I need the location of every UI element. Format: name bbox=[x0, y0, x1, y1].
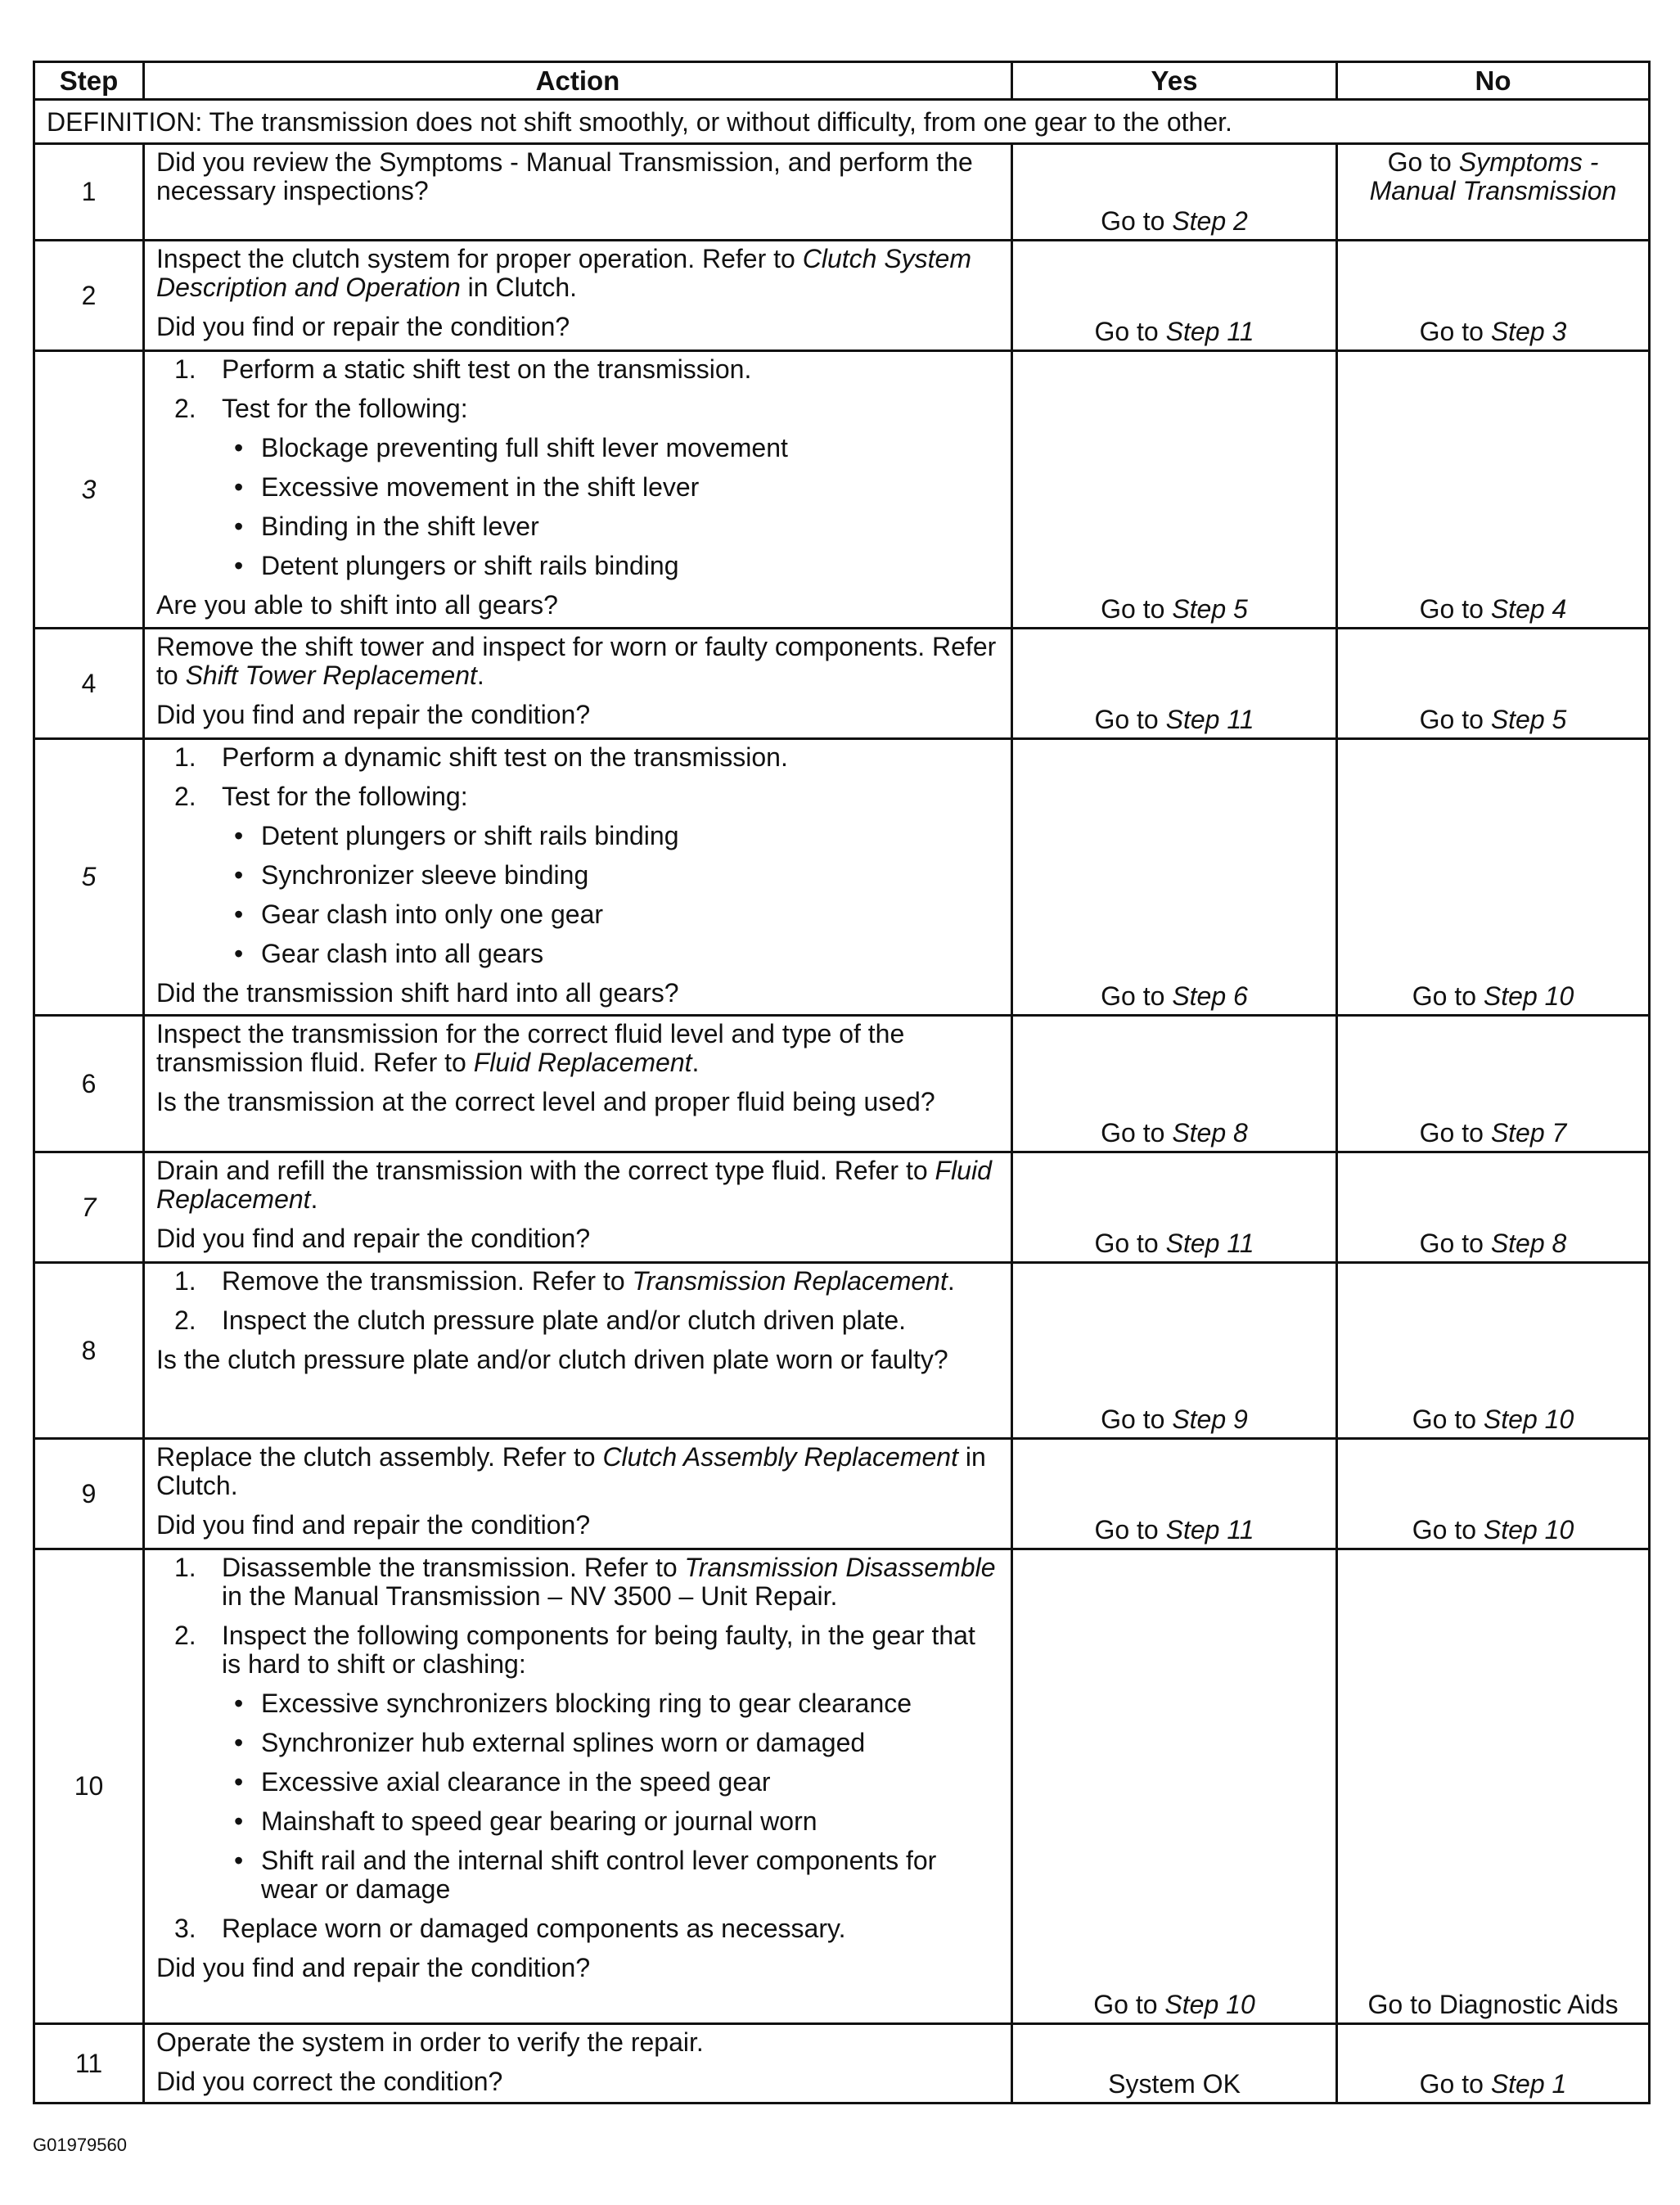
no-link[interactable]: Step 10 bbox=[1483, 1515, 1574, 1544]
step-number: 5 bbox=[34, 739, 144, 1016]
step-number: 11 bbox=[34, 2024, 144, 2104]
item-link[interactable]: Transmission Disassemble bbox=[684, 1553, 996, 1582]
bullet-text: Binding in the shift lever bbox=[261, 512, 539, 541]
no-link[interactable]: Step 4 bbox=[1490, 594, 1567, 624]
bullet-text: Synchronizer hub external splines worn or damaged bbox=[261, 1728, 866, 1757]
definition-row bbox=[34, 100, 1650, 144]
action-question: Did you find and repair the condition? bbox=[156, 1224, 591, 1253]
yes-link[interactable]: Step 11 bbox=[1165, 1515, 1254, 1544]
item-text: Test for the following: bbox=[222, 394, 468, 423]
yes-cell bbox=[1012, 351, 1337, 629]
no-cell bbox=[1337, 1016, 1650, 1152]
item-text-post: . bbox=[947, 1266, 955, 1296]
action-link[interactable]: Clutch System Description and Operation bbox=[156, 244, 971, 302]
diagnostic-table bbox=[33, 61, 1651, 2104]
yes-cell bbox=[1012, 1263, 1337, 1439]
no-cell bbox=[1337, 1263, 1650, 1439]
numbered-item bbox=[156, 1914, 999, 1943]
item-number: 1. bbox=[174, 354, 196, 384]
action-question: Did you find and repair the condition? bbox=[156, 1510, 591, 1540]
yes-pre: Go to bbox=[1094, 317, 1166, 346]
action-text bbox=[156, 1443, 999, 1500]
item-text: Perform a dynamic shift test on the transmission. bbox=[222, 742, 788, 772]
yes-link[interactable]: Step 5 bbox=[1172, 594, 1248, 624]
bullet-item bbox=[156, 1807, 999, 1836]
numbered-item bbox=[156, 1306, 999, 1335]
action-text-post: in Clutch. bbox=[460, 273, 578, 302]
step-number: 2 bbox=[34, 241, 144, 351]
bullet-item bbox=[156, 822, 999, 850]
action-cell bbox=[144, 1016, 1012, 1152]
item-number: 2. bbox=[174, 394, 196, 423]
action-cell bbox=[144, 351, 1012, 629]
yes-pre: Go to bbox=[1094, 1515, 1166, 1544]
action-link[interactable]: Fluid Replacement bbox=[473, 1048, 692, 1077]
action-text: Operate the system in order to verify the repair. bbox=[156, 2027, 704, 2057]
yes-pre: Go to bbox=[1101, 594, 1173, 624]
item-number: 1. bbox=[174, 742, 196, 772]
action-cell bbox=[144, 1549, 1012, 2024]
bullet-icon: • bbox=[234, 472, 244, 502]
no-cell bbox=[1337, 2024, 1650, 2104]
no-cell bbox=[1337, 1152, 1650, 1263]
yes-cell bbox=[1012, 1549, 1337, 2024]
no-link[interactable]: Symptoms - Manual Transmission bbox=[1369, 147, 1617, 205]
bullet-text: Excessive movement in the shift lever bbox=[261, 472, 700, 502]
bullet-item bbox=[156, 1729, 999, 1757]
yes-pre: Go to bbox=[1094, 1229, 1166, 1258]
header-yes: Yes bbox=[1012, 62, 1337, 100]
bullet-item bbox=[156, 900, 999, 929]
action-question: Did you correct the condition? bbox=[156, 2067, 503, 2096]
yes-link[interactable]: Step 9 bbox=[1172, 1405, 1248, 1434]
yes-cell bbox=[1012, 144, 1337, 241]
yes-cell bbox=[1012, 739, 1337, 1016]
yes-pre: Go to bbox=[1101, 981, 1173, 1011]
step-number: 3 bbox=[34, 351, 144, 629]
bullet-text: Blockage preventing full shift lever movement bbox=[261, 433, 788, 462]
action-link[interactable]: Clutch Assembly Replacement bbox=[602, 1442, 958, 1472]
table-row bbox=[34, 241, 1650, 351]
numbered-item bbox=[156, 355, 999, 384]
table-row bbox=[34, 1439, 1650, 1549]
action-cell bbox=[144, 1263, 1012, 1439]
bullet-item bbox=[156, 512, 999, 541]
yes-pre: Go to bbox=[1101, 1405, 1173, 1434]
bullet-text: Gear clash into only one gear bbox=[261, 900, 604, 929]
no-pre: Go to bbox=[1419, 594, 1491, 624]
step-number: 7 bbox=[34, 1152, 144, 1263]
yes-cell bbox=[1012, 1439, 1337, 1549]
bullet-item bbox=[156, 1689, 999, 1718]
item-number: 1. bbox=[174, 1553, 196, 1582]
item-number: 1. bbox=[174, 1266, 196, 1296]
bullet-text: Mainshaft to speed gear bearing or journal worn bbox=[261, 1806, 817, 1836]
item-text-post: in the Manual Transmission – NV 3500 – Unit Repair. bbox=[222, 1581, 838, 1611]
no-pre: Go to bbox=[1387, 147, 1459, 177]
item-number: 2. bbox=[174, 782, 196, 811]
yes-pre: Go to bbox=[1093, 1990, 1165, 2019]
table-row bbox=[34, 2024, 1650, 2104]
header-step: Step bbox=[34, 62, 144, 100]
yes-cell bbox=[1012, 629, 1337, 739]
yes-pre: Go to bbox=[1101, 1118, 1173, 1148]
no-link[interactable]: Step 8 bbox=[1490, 1229, 1567, 1258]
yes-link[interactable]: Step 2 bbox=[1172, 206, 1248, 236]
bullet-text: Detent plungers or shift rails binding bbox=[261, 551, 679, 580]
step-number: 6 bbox=[34, 1016, 144, 1152]
item-text: Inspect the following components for being faulty, in the gear that is hard to shift or clashing: bbox=[222, 1621, 975, 1679]
no-cell bbox=[1337, 144, 1650, 241]
no-pre: Go to bbox=[1419, 317, 1491, 346]
table-row bbox=[34, 351, 1650, 629]
yes-link[interactable]: Step 10 bbox=[1164, 1990, 1255, 2019]
item-text: Test for the following: bbox=[222, 782, 468, 811]
action-text: Did you review the Symptoms - Manual Transmission, and perform the necessary inspections? bbox=[156, 147, 973, 205]
yes-cell bbox=[1012, 1152, 1337, 1263]
no-pre: Go to bbox=[1412, 1515, 1484, 1544]
no-pre: Go to bbox=[1419, 2069, 1491, 2099]
numbered-item bbox=[156, 782, 999, 811]
yes-pre: Go to bbox=[1101, 206, 1173, 236]
action-cell bbox=[144, 1152, 1012, 1263]
bullet-item bbox=[156, 1847, 999, 1904]
action-text-post: . bbox=[691, 1048, 700, 1077]
step-number: 9 bbox=[34, 1439, 144, 1549]
yes-link[interactable]: Step 11 bbox=[1165, 705, 1254, 734]
no-pre: Go to bbox=[1412, 1405, 1484, 1434]
action-cell bbox=[144, 241, 1012, 351]
item-text: Inspect the clutch pressure plate and/or clutch driven plate. bbox=[222, 1305, 907, 1335]
item-text: Perform a static shift test on the transmission. bbox=[222, 354, 752, 384]
no-link[interactable]: Go to Diagnostic Aids bbox=[1367, 1990, 1619, 2019]
item-text: Replace worn or damaged components as necessary. bbox=[222, 1914, 846, 1943]
bullet-icon: • bbox=[234, 1806, 244, 1836]
numbered-item bbox=[156, 743, 999, 772]
yes-link[interactable]: Step 11 bbox=[1165, 317, 1254, 346]
action-question: Are you able to shift into all gears? bbox=[156, 590, 558, 620]
bullet-icon: • bbox=[234, 433, 244, 462]
item-number: 3. bbox=[174, 1914, 196, 1943]
action-text-pre: Inspect the clutch system for proper operation. Refer to bbox=[156, 244, 803, 273]
table-row bbox=[34, 1016, 1650, 1152]
bullet-item bbox=[156, 1768, 999, 1797]
yes-cell bbox=[1012, 241, 1337, 351]
table-row bbox=[34, 144, 1650, 241]
action-question: Did the transmission shift hard into all gears? bbox=[156, 978, 679, 1008]
action-cell bbox=[144, 2024, 1012, 2104]
table-row bbox=[34, 1549, 1650, 2024]
bullet-text: Excessive axial clearance in the speed gear bbox=[261, 1767, 771, 1797]
no-cell bbox=[1337, 1549, 1650, 2024]
action-text bbox=[156, 1157, 999, 1214]
action-question: Did you find and repair the condition? bbox=[156, 700, 591, 729]
no-link[interactable]: Step 7 bbox=[1490, 1118, 1567, 1148]
bullet-icon: • bbox=[234, 551, 244, 580]
bullet-text: Shift rail and the internal shift control lever components for wear or damage bbox=[261, 1846, 937, 1904]
no-link[interactable]: Step 10 bbox=[1483, 1405, 1574, 1434]
numbered-item bbox=[156, 1553, 999, 1611]
item-text-pre: Disassemble the transmission. Refer to bbox=[222, 1553, 685, 1582]
action-cell bbox=[144, 144, 1012, 241]
yes-link[interactable]: Step 6 bbox=[1172, 981, 1248, 1011]
no-pre: Go to bbox=[1419, 705, 1491, 734]
action-text bbox=[156, 1020, 999, 1077]
bullet-text: Synchronizer sleeve binding bbox=[261, 860, 589, 890]
numbered-item bbox=[156, 1621, 999, 1679]
yes-link[interactable]: Step 11 bbox=[1165, 1229, 1254, 1258]
action-question: Did you find or repair the condition? bbox=[156, 312, 570, 341]
bullet-icon: • bbox=[234, 1728, 244, 1757]
action-link[interactable]: Shift Tower Replacement bbox=[185, 661, 477, 690]
yes-cell bbox=[1012, 1016, 1337, 1152]
action-text-pre: Inspect the transmission for the correct fluid level and type of the transmission fluid. Refer to bbox=[156, 1019, 905, 1077]
bullet-text: Excessive synchronizers blocking ring to gear clearance bbox=[261, 1689, 912, 1718]
numbered-item bbox=[156, 1267, 999, 1296]
action-cell bbox=[144, 1439, 1012, 1549]
bullet-text: Gear clash into all gears bbox=[261, 939, 544, 968]
action-text-pre: Replace the clutch assembly. Refer to bbox=[156, 1442, 603, 1472]
definition-text: DEFINITION: The transmission does not shift smoothly, or without difficulty, from one gear to the other. bbox=[34, 100, 1650, 144]
action-text-pre: Remove the shift tower and inspect for worn or faulty components. Refer to bbox=[156, 632, 997, 690]
bullet-icon: • bbox=[234, 900, 244, 929]
header-row bbox=[34, 62, 1650, 100]
numbered-item bbox=[156, 395, 999, 423]
item-number: 2. bbox=[174, 1621, 196, 1650]
yes-text: System OK bbox=[1108, 2069, 1241, 2099]
bullet-icon: • bbox=[234, 860, 244, 890]
figure-id: G01979560 bbox=[33, 2135, 127, 2155]
action-text bbox=[156, 633, 999, 690]
action-link[interactable]: Fluid Replacement bbox=[156, 1156, 992, 1214]
bullet-item bbox=[156, 473, 999, 502]
bullet-icon: • bbox=[234, 1689, 244, 1718]
bullet-text: Detent plungers or shift rails binding bbox=[261, 821, 679, 850]
action-cell bbox=[144, 739, 1012, 1016]
yes-cell bbox=[1012, 2024, 1337, 2104]
header-action: Action bbox=[144, 62, 1012, 100]
bullet-icon: • bbox=[234, 939, 244, 968]
step-number: 8 bbox=[34, 1263, 144, 1439]
no-pre: Go to bbox=[1419, 1118, 1491, 1148]
action-text-pre: Drain and refill the transmission with the correct type fluid. Refer to bbox=[156, 1156, 935, 1185]
header-no: No bbox=[1337, 62, 1650, 100]
bullet-item bbox=[156, 434, 999, 462]
yes-pre: Go to bbox=[1094, 705, 1166, 734]
no-link[interactable]: Step 3 bbox=[1490, 317, 1567, 346]
table-row bbox=[34, 629, 1650, 739]
table-row bbox=[34, 1152, 1650, 1263]
no-cell bbox=[1337, 739, 1650, 1016]
bullet-icon: • bbox=[234, 1846, 244, 1875]
bullet-icon: • bbox=[234, 821, 244, 850]
step-number: 10 bbox=[34, 1549, 144, 2024]
bullet-item bbox=[156, 552, 999, 580]
action-text-post: . bbox=[476, 661, 484, 690]
bullet-item bbox=[156, 861, 999, 890]
no-cell bbox=[1337, 1439, 1650, 1549]
action-cell bbox=[144, 629, 1012, 739]
no-cell bbox=[1337, 351, 1650, 629]
action-question: Is the clutch pressure plate and/or clutch driven plate worn or faulty? bbox=[156, 1345, 948, 1374]
step-number: 4 bbox=[34, 629, 144, 739]
item-text-pre: Remove the transmission. Refer to bbox=[222, 1266, 633, 1296]
no-link[interactable]: Step 1 bbox=[1490, 2069, 1567, 2099]
action-text-post: . bbox=[310, 1184, 318, 1214]
bullet-item bbox=[156, 940, 999, 968]
no-pre: Go to bbox=[1412, 981, 1484, 1011]
table-row bbox=[34, 1263, 1650, 1439]
action-question: Is the transmission at the correct level and proper fluid being used? bbox=[156, 1087, 935, 1116]
item-number: 2. bbox=[174, 1305, 196, 1335]
action-question: Did you find and repair the condition? bbox=[156, 1953, 591, 1982]
no-cell bbox=[1337, 241, 1650, 351]
no-link[interactable]: Step 10 bbox=[1483, 981, 1574, 1011]
table-row bbox=[34, 739, 1650, 1016]
bullet-icon: • bbox=[234, 1767, 244, 1797]
no-link[interactable]: Step 5 bbox=[1490, 705, 1567, 734]
step-number: 1 bbox=[34, 144, 144, 241]
action-text bbox=[156, 245, 999, 302]
no-pre: Go to bbox=[1419, 1229, 1491, 1258]
bullet-icon: • bbox=[234, 512, 244, 541]
item-link[interactable]: Transmission Replacement bbox=[632, 1266, 948, 1296]
action-text-post: in Clutch. bbox=[156, 1442, 986, 1500]
no-cell bbox=[1337, 629, 1650, 739]
yes-link[interactable]: Step 8 bbox=[1172, 1118, 1248, 1148]
